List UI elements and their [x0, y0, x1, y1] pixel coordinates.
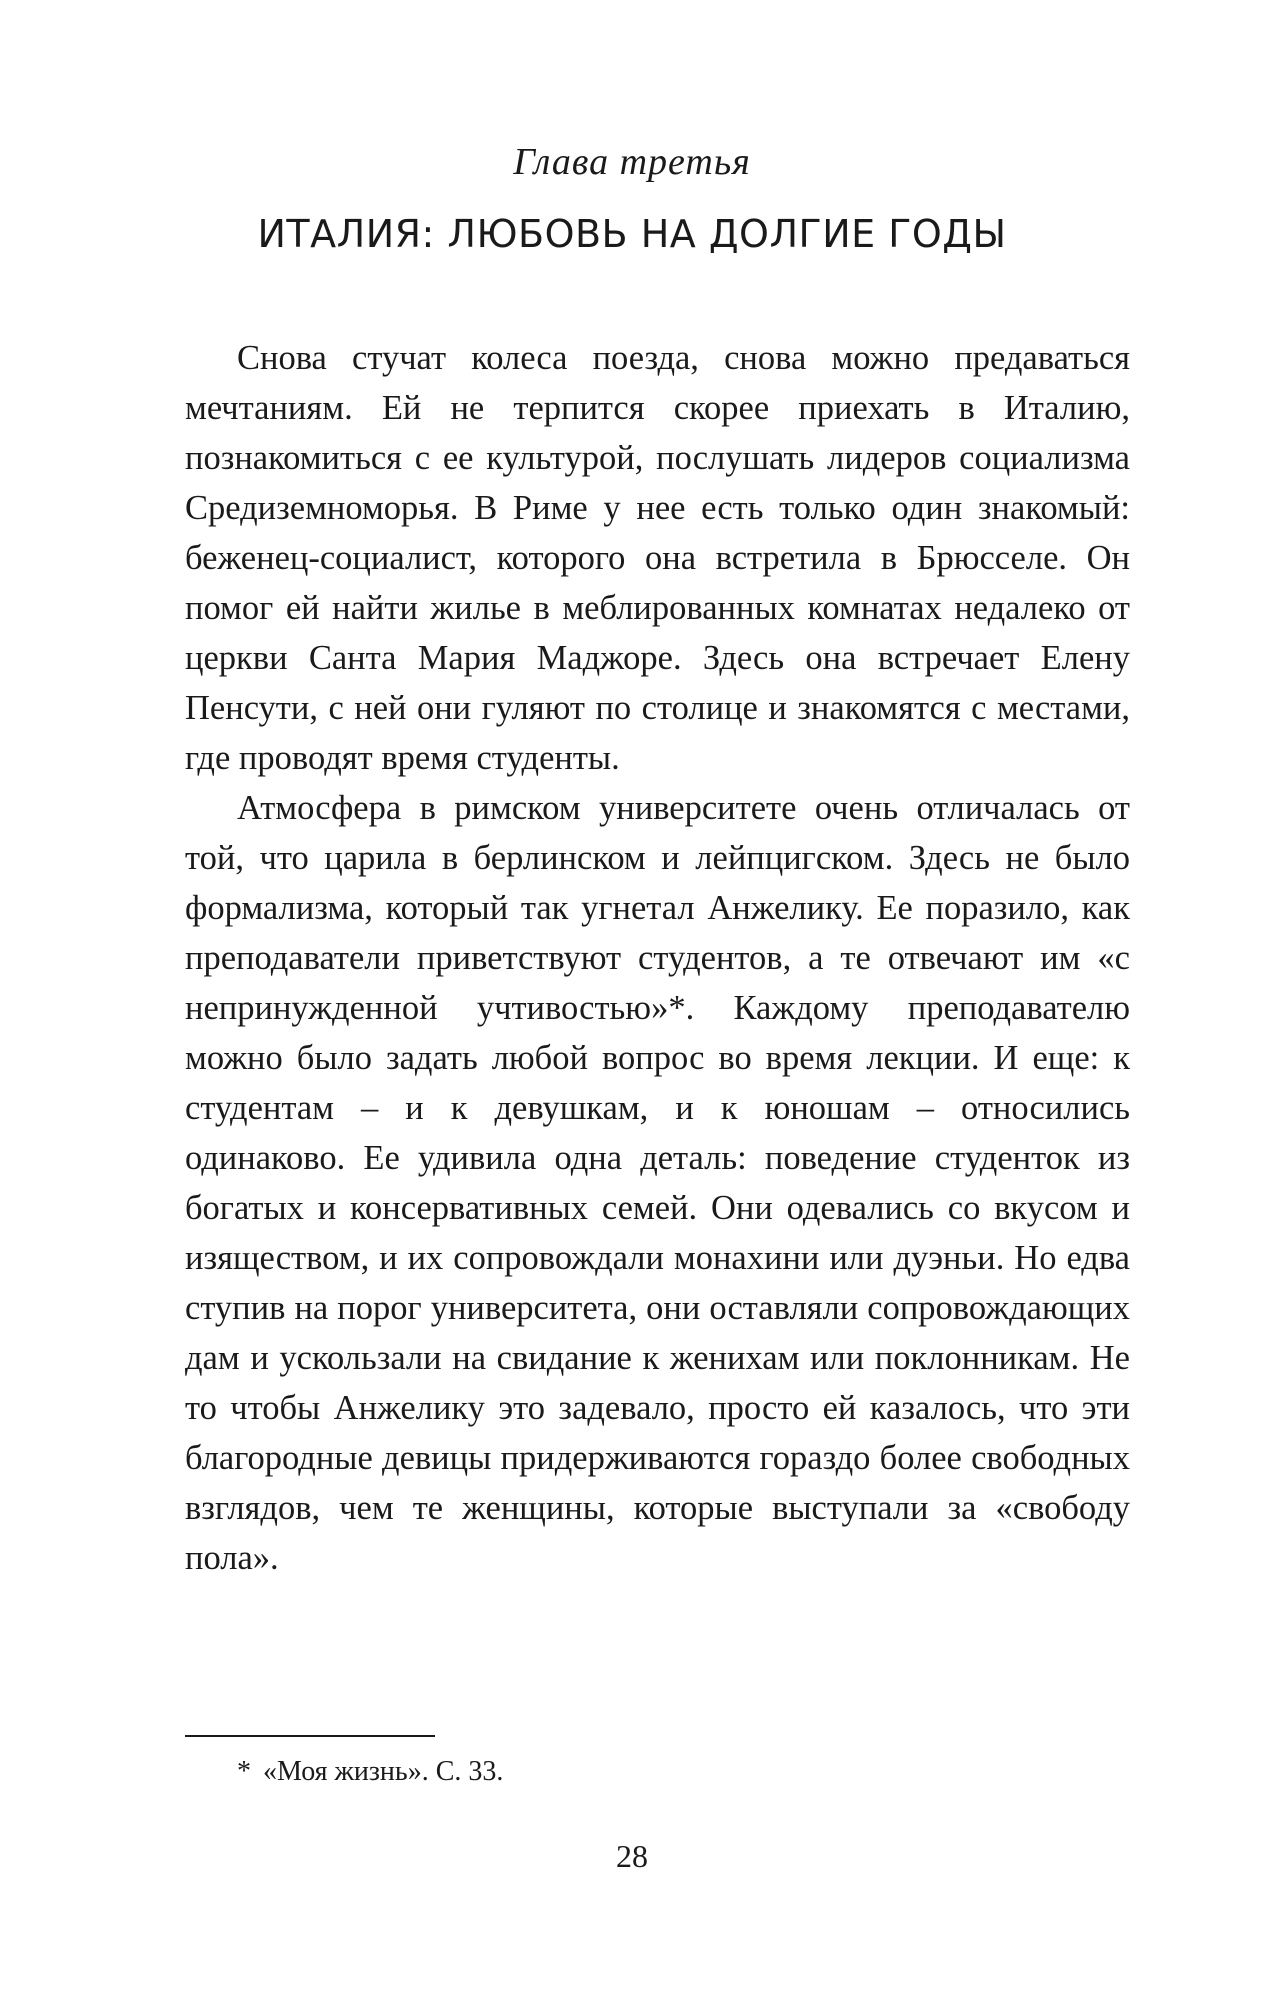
body-text [185, 333, 1130, 1583]
paragraph: Снова стучат колеса поезда, снова можно предаваться мечтаниям. Ей не терпится скорее приехать в Италию, познакомиться с ее культурой, послушать лидеров социализма Средиземноморья. В Риме у нее есть только один знакомый: беженец-социалист, которого она встретила в Брюсселе. Он помог ей найти жилье в меблированных комнатах недалеко от церкви Санта Мария Маджоре. Здесь она встречает Елену Пенсути, с ней они гуляют по столице и знакомятся с местами, где проводят время студенты. [185, 339, 1130, 777]
footnote-divider [185, 1735, 435, 1737]
footnote [237, 1752, 503, 1792]
footnote-marker: * [237, 1756, 251, 1787]
chapter-label: Глава третья [513, 141, 751, 183]
chapter-title: ИТАЛИЯ: ЛЮБОВЬ НА ДОЛГИЕ ГОДЫ [257, 212, 1007, 256]
footnote-text: «Моя жизнь». С. 33. [263, 1756, 504, 1787]
page-number: 28 [616, 1838, 648, 1874]
paragraph: Атмосфера в римском университете очень отличалась от той, что царила в берлинском и лейпцигском. Здесь не было формализма, который так угнетал Анжелику. Ее поразило, как преподаватели приветствуют студентов, а те отвечают им «с непринужденной учтивостью»*. Каждому преподавателю можно было задать любой вопрос во время лекции. И еще: к студентам – и к девушкам, и к юношам – относились одинаково. Ее удивила одна деталь: поведение студенток из богатых и консервативных семей. Они одевались со вкусом и изяществом, и их сопровождали монахини или дуэньи. Но едва ступив на порог университета, они оставляли сопровождающих дам и ускользали на свидание к женихам или поклонникам. Не то чтобы Анжелику это задевало, просто ей казалось, что эти благородные девицы придерживаются гораздо более свободных взглядов, чем те женщины, которые выступали за «свободу пола». [185, 789, 1130, 1577]
